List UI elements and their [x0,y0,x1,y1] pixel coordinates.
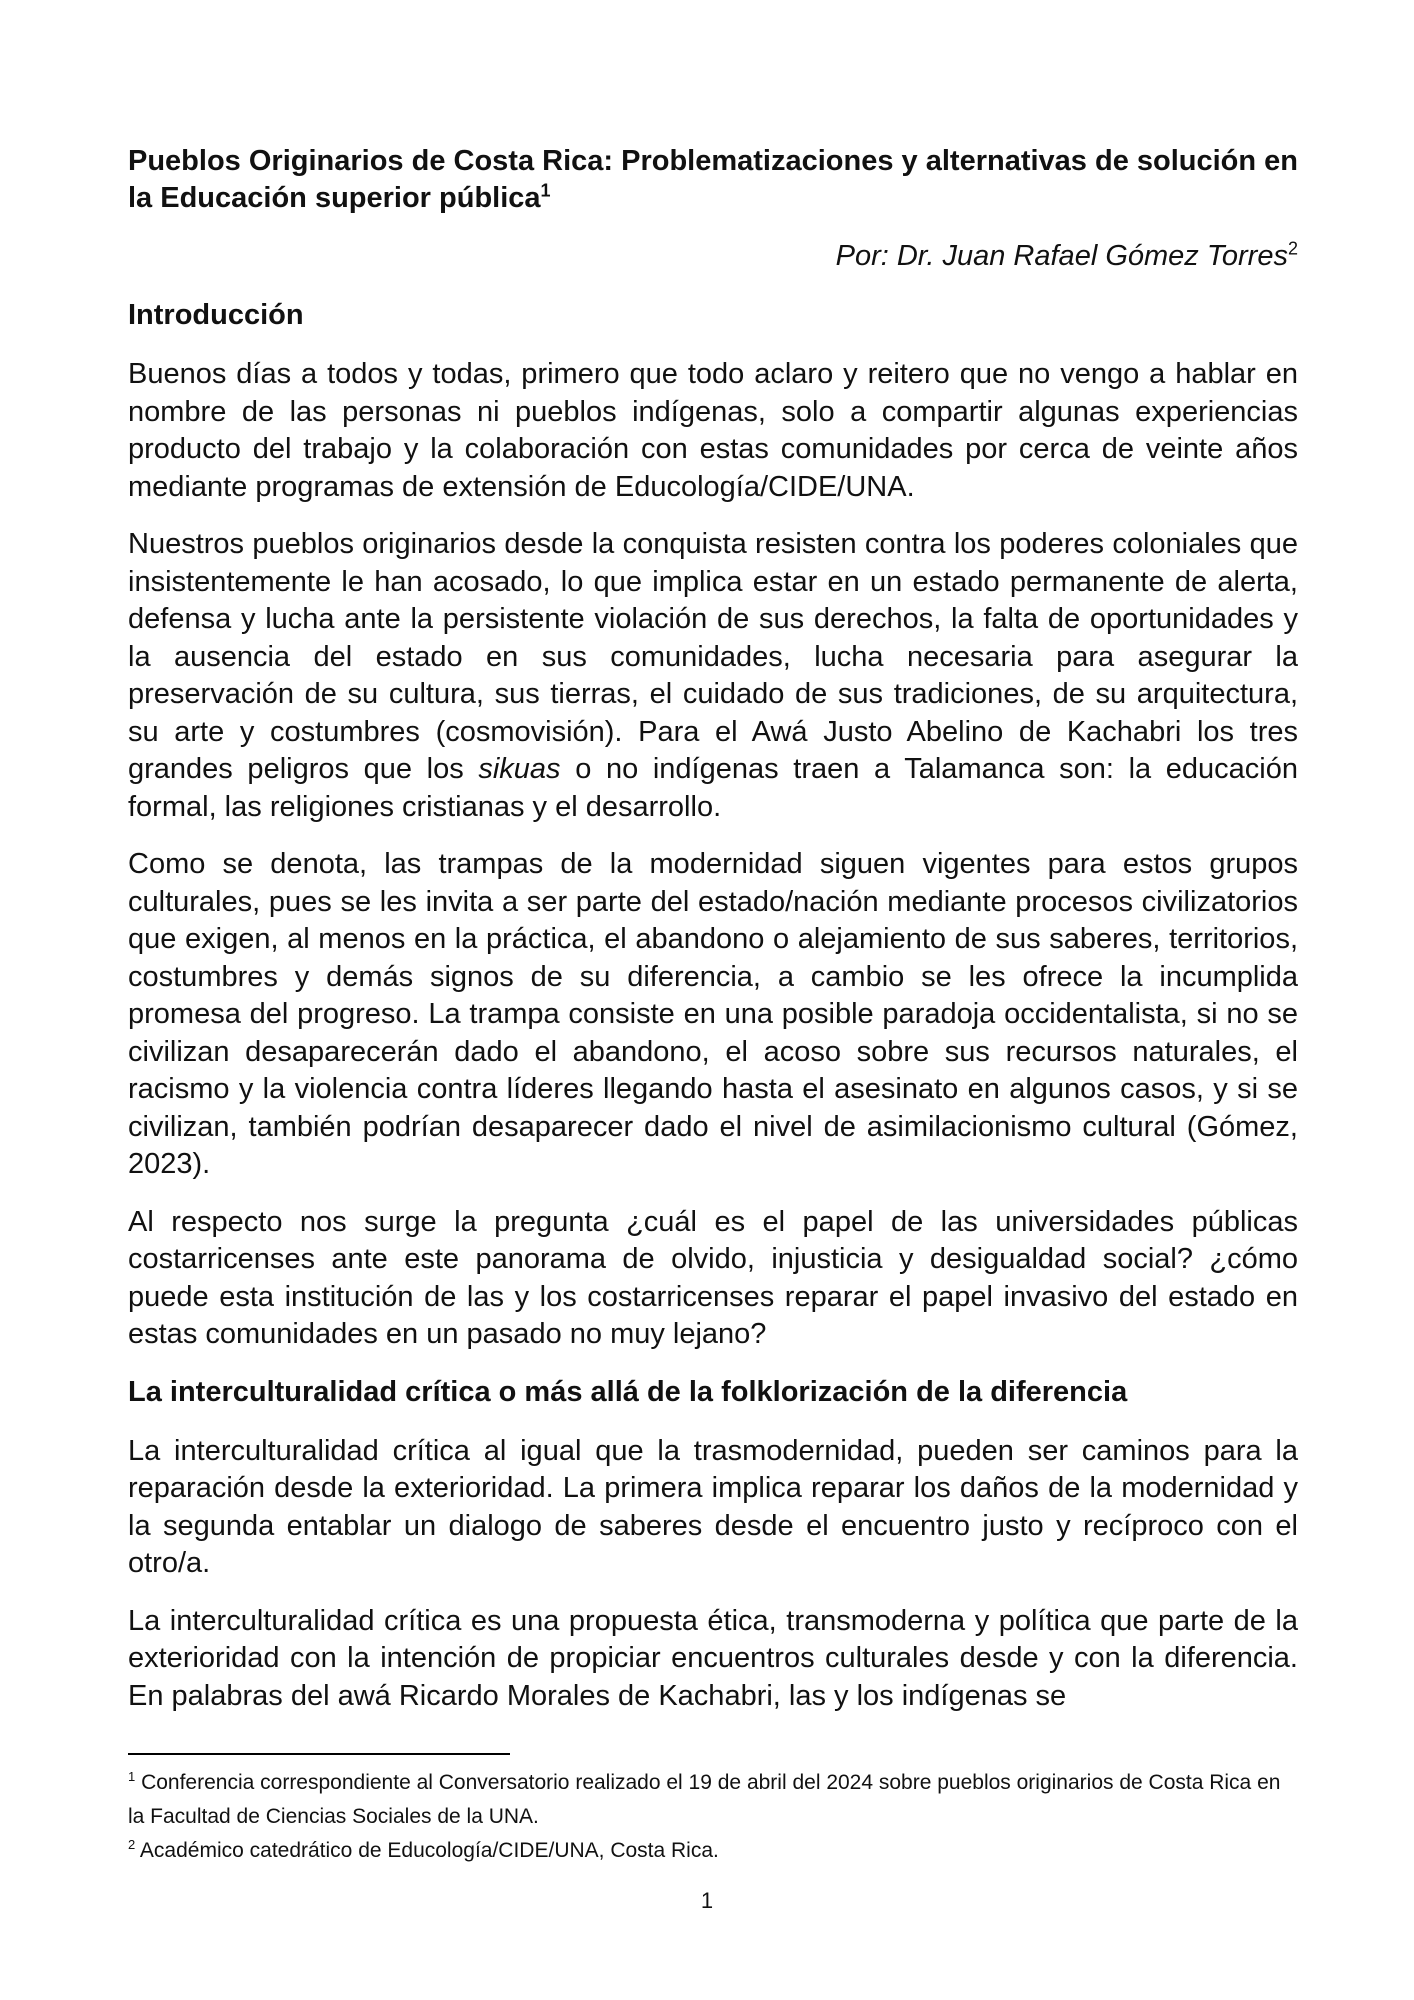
paragraph: La interculturalidad crítica al igual que la trasmodernidad, pueden ser caminos para la reparación desde la exterioridad. La primera implica reparar los daños de la modernidad y la segunda entablar un dialogo de saberes desde el encuentro justo y recíproco con el otro/a. [128,1434,1298,1579]
author-text: Por: Dr. Juan Rafael Gómez Torres [835,240,1288,272]
paragraph [128,526,1298,826]
footnote-1 [128,1766,1298,1834]
footnote-text: Académico catedrático de Educología/CIDE/UNA, Costa Rica. [139,1839,719,1862]
italic-term: sikuas [478,753,561,785]
paragraph: Como se denota, las trampas de la modernidad siguen vigentes para estos grupos culturales, pues se les invita a ser parte del estado/nación mediante procesos civilizatorios que exigen, al menos en la práctica, el abandono o alejamiento de sus saberes, territorios, costumbres y demás signos de su diferencia, a cambio se les ofrece la incumplida promesa del progreso. La trampa consiste en una posible paradoja occidentalista, si no se civilizan desaparecerán dado el abandono, el acoso sobre sus recursos naturales, el racismo y la violencia contra líderes llegando hasta el asesinato en algunos casos, y si se civilizan, también podrían desaparecer dado el nivel de asimilacionismo cultural (Gómez, 2023). [128,848,1298,1180]
paragraph-text: Nuestros pueblos originarios desde la conquista resisten contra los poderes coloniales que insistentemente le han acosado, lo que implica estar en un estado permanente de alerta, defensa y lucha ante la persistente violación de sus derechos, la falta de oportunidades y la ausencia del estado en sus comunidades, lucha necesaria para asegurar la preservación de su cultura, sus tierras, el cuidado de sus tradiciones, de su arquitectura, su arte y costumbres (cosmovisión). Para el Awá Justo Abelino de Kachabri los tres grandes peligros que los [128,528,1298,785]
page-number: 1 [700,1888,714,1913]
paragraph: Buenos días a todos y todas, primero que todo aclaro y reitero que no vengo a hablar en nombre de las personas ni pueblos indígenas, solo a compartir algunas experiencias producto del trabajo y la colaboración con estas comunidades por cerca de veinte años mediante programas de extensión de Educología/CIDE/UNA. [128,358,1298,503]
paragraph-text: o no indígenas traen a Talamanca son: la educación formal, las religiones cristianas y el desarrollo. [128,753,1298,823]
title-text: Pueblos Originarios de Costa Rica: Problematizaciones y alternativas de solución en la Educación superior pública [128,145,1299,214]
paragraph: Al respecto nos surge la pregunta ¿cuál es el papel de las universidades públicas costarricenses ante este panorama de olvido, injusticia y desigualdad social? ¿cómo puede esta institución de las y los costarricenses reparar el papel invasivo del estado en estas comunidades en un pasado no muy lejano? [128,1205,1298,1350]
footnote-2 [128,1834,1298,1868]
document-title [128,143,1298,217]
author-line [128,238,1298,275]
section-heading-introduccion: Introducción [128,299,304,331]
title-footnote-mark[interactable]: 1 [540,180,551,201]
footnote-mark: 2 [128,1837,136,1852]
author-footnote-mark[interactable]: 2 [1287,238,1298,259]
footnote-text: Conferencia correspondiente al Conversatorio realizado el 19 de abril del 2024 sobre pueblos originarios de Costa Rica en la Facultad de Ciencias Sociales de la UNA. [128,1771,1281,1828]
footnote-mark: 1 [128,1769,136,1784]
footnotes [128,1766,1298,1868]
document-body [128,297,1298,1735]
section-heading-interculturalidad: La interculturalidad crítica o más allá de la folklorización de la diferencia [128,1375,1128,1408]
footnote-separator [128,1753,510,1755]
paragraph: La interculturalidad crítica es una propuesta ética, transmoderna y política que parte de la exterioridad con la intención de propiciar encuentros culturales desde y con la diferencia. En palabras del awá Ricardo Morales de Kachabri, las y los indígenas se [128,1604,1298,1712]
